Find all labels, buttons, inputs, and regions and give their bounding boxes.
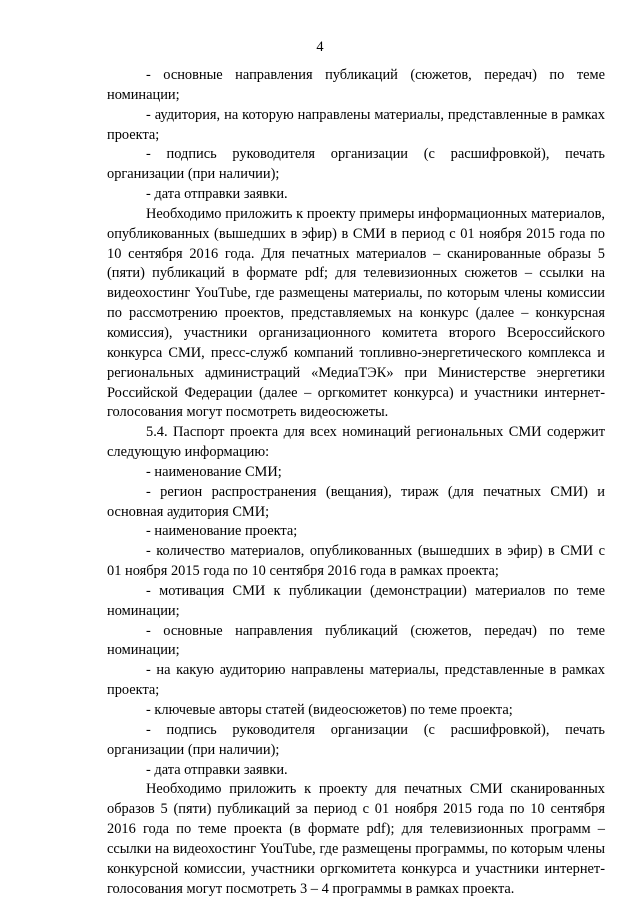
paragraph-section-5-4: 5.4. Паспорт проекта для всех номинаций региональных СМИ содержит следующую информацию: [107, 424, 605, 461]
list-item-region-circulation: - регион распространения (вещания), тираж (для печатных СМИ) и основная аудитория СМИ; [107, 483, 605, 520]
list-item-signature-seal: - подпись руководителя организации (с расшифровкой), печать организации (при наличии); [107, 146, 605, 183]
list-item-signature-seal-2: - подпись руководителя организации (с расшифровкой), печать организации (при наличии); [107, 721, 605, 758]
page-number: 4 [316, 39, 324, 55]
list-item-publication-directions-2: - основные направления публикаций (сюжетов, передач) по теме номинации; [107, 622, 605, 659]
paragraph-attach-examples: Необходимо приложить к проекту примеры информационных материалов, опубликованных (вышедших в эфир) в СМИ в период с 01 ноября 2015 года по 10 сентября 2016 года. Для печатных материалов – сканированные образы 5 (пяти) публикаций в формате pdf; для телевизионных сюжетов – ссылки на видеохостинг YouTube, где размещены материалы, по которым члены комиссии по рассмотрению проектов, представляемых на конкурс (далее – конкурсная комиссия), участники организационного комитета второго Всероссийского конкурса СМИ, пресс-служб компаний топливно-энергетического комплекса и региональных администраций «МедиаТЭК» при Министерстве энергетики Российской Федерации (далее – оргкомитет конкурса) и участники интернет-голосования могут посмотреть видеосюжеты. [107, 205, 605, 421]
paragraph-attach-print-tv: Необходимо приложить к проекту для печатных СМИ сканированных образов 5 (пяти) публикаций за период с 01 ноября 2015 года по 10 сентября 2016 года по теме проекта (в формате pdf); для телевизионных программ – ссылки на видеохостинг YouTube, где размещены программы, по которым члены конкурсной комиссии, участники оргкомитета конкурса и участники интернет-голосования могут посмотреть 3 – 4 программы в рамках проекта. [107, 781, 605, 897]
list-item-motivation: - мотивация СМИ к публикации (демонстрации) материалов по теме номинации; [107, 582, 605, 619]
body-text [107, 66, 605, 899]
list-item-submission-date: - дата отправки заявки. [146, 186, 288, 203]
list-item-project-name: - наименование проекта; [146, 523, 298, 540]
list-item-submission-date-2: - дата отправки заявки. [146, 761, 288, 778]
list-item-media-name: - наименование СМИ; [146, 463, 282, 480]
list-item-audience: - аудитория, на которую направлены материалы, представленные в рамках проекта; [107, 106, 605, 143]
list-item-target-audience: - на какую аудиторию направлены материалы, представленные в рамках проекта; [107, 662, 605, 699]
list-item-material-count: - количество материалов, опубликованных (вышедших в эфир) в СМИ с 01 ноября 2015 года по 10 сентября 2016 года в рамках проекта; [107, 543, 605, 580]
list-item-key-authors: - ключевые авторы статей (видеосюжетов) по теме проекта; [146, 702, 513, 718]
list-item-publication-directions: - основные направления публикаций (сюжетов, передач) по теме номинации; [107, 67, 605, 103]
